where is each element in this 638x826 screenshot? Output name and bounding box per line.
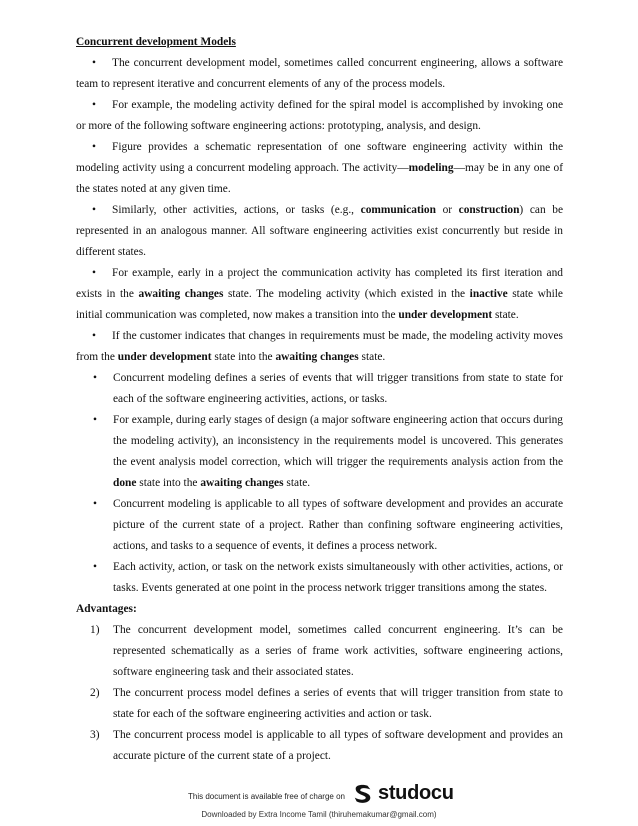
bold-term: awaiting changes — [275, 351, 359, 363]
text-run: state. — [283, 477, 311, 489]
bold-term: awaiting changes — [138, 288, 224, 300]
advantage-text: The concurrent process model is applicable to all types of software development and provides an accurate picture of the current state of a project. — [113, 729, 563, 762]
text-run: Similarly, other activities, actions, or tasks (e.g., — [112, 204, 361, 216]
bullet-icon: • — [92, 57, 96, 69]
text-run: For example, during early stages of design (a major software engineering action that occurs during the modeling activity), an inconsistency in the requirements model is uncovered. This generates the event analysis model correction, which will trigger the requirements analysis action from the — [113, 414, 563, 468]
text-run: state. The modeling activity (which existed in the — [223, 288, 470, 300]
studocu-logo-icon — [352, 783, 374, 805]
text-run: The concurrent development model, sometimes called concurrent engineering, allows a software team to represent iterative and concurrent elements of any of the process models. — [76, 57, 563, 90]
list-item — [76, 494, 563, 557]
list-item — [76, 368, 563, 410]
text-run: state into the — [211, 351, 276, 363]
bullet-paragraph — [76, 326, 563, 368]
document-body — [76, 32, 563, 767]
bold-term: under development — [398, 309, 493, 321]
bold-term: awaiting changes — [200, 477, 284, 489]
download-note: Downloaded by Extra Income Tamil (thiruhemakumar@gmail.com) — [201, 810, 437, 819]
bullet-paragraph — [76, 53, 563, 95]
text-run: If the customer indicates that changes in requirements must be made, the modeling activity moves from the — [76, 330, 563, 363]
bold-term: modeling — [408, 162, 454, 174]
bold-term: under development — [117, 351, 212, 363]
advantage-text: The concurrent development model, sometimes called concurrent engineering. It’s can be represented schematically as a series of frame work activities, software engineering actions, software engineering task and their associated states. — [113, 624, 563, 678]
bullet-icon: • — [93, 372, 97, 384]
page-footer — [0, 778, 638, 826]
bullet-paragraph — [76, 95, 563, 137]
item-number: 1) — [90, 624, 100, 636]
text-run: or — [435, 204, 459, 216]
bullet-paragraph — [76, 137, 563, 200]
item-number: 2) — [90, 687, 100, 699]
intro-paragraphs — [76, 53, 563, 368]
bullet-icon: • — [92, 99, 96, 111]
advantage-item — [76, 620, 563, 683]
bullet-icon: • — [93, 561, 97, 573]
brand-name: studocu — [378, 782, 454, 804]
section-title: Concurrent development Models — [76, 36, 236, 48]
bold-term: inactive — [469, 288, 508, 300]
studocu-logo[interactable] — [352, 782, 454, 805]
text-run: state while initial communication was completed, now makes a transition into the — [76, 288, 563, 321]
bullet-icon: • — [92, 204, 96, 216]
bullet-paragraph — [76, 263, 563, 326]
text-run: state into the — [136, 477, 201, 489]
text-run: For example, the modeling activity defined for the spiral model is accomplished by invoking one or more of the following software engineering actions: prototyping, analysis, and design. — [76, 99, 563, 132]
advantage-text: The concurrent process model defines a series of events that will trigger transition from state to state for each of the software engineering activities and action or task. — [113, 687, 563, 720]
advantages-list — [76, 620, 563, 767]
bullet-icon: • — [92, 267, 96, 279]
advantage-item — [76, 725, 563, 767]
bold-term: done — [113, 477, 137, 489]
bullet-icon: • — [93, 414, 97, 426]
text-run: Each activity, action, or task on the network exists simultaneously with other activities, actions, or tasks. Events generated at one point in the process network trigger transitions among the states. — [113, 561, 563, 594]
list-item — [76, 410, 563, 494]
bullet-list — [76, 368, 563, 599]
item-number: 3) — [90, 729, 100, 741]
bullet-paragraph — [76, 200, 563, 263]
text-run: state. — [492, 309, 519, 321]
text-run: Concurrent modeling defines a series of events that will trigger transitions from state to state for each of the software engineering activities, actions, or tasks. — [113, 372, 563, 405]
bullet-icon: • — [92, 141, 96, 153]
bold-term: communication — [360, 204, 436, 216]
bullet-icon: • — [92, 330, 96, 342]
text-run: Concurrent modeling is applicable to all types of software development and provides an accurate picture of the current state of a project. Rather than confining software engineering activities, actions, and tasks to a sequence of events, it defines a process network. — [113, 498, 563, 552]
text-run: —may be in any one of the states noted at any given time. — [76, 162, 564, 195]
bullet-icon: • — [93, 498, 97, 510]
bold-term: construction — [458, 204, 520, 216]
list-item — [76, 557, 563, 599]
advantage-item — [76, 683, 563, 725]
text-run: Figure provides a schematic representation of one software engineering activity within the modeling activity using a concurrent modeling approach. The activity— — [76, 141, 563, 174]
text-run: state. — [358, 351, 386, 363]
advantages-heading: Advantages: — [76, 603, 137, 615]
text-run: For example, early in a project the communication activity has completed its first iteration and exists in the — [76, 267, 563, 300]
text-run: ) can be represented in an analogous manner. All software engineering activities exist concurrently but reside in different states. — [76, 204, 563, 258]
availability-note: This document is available free of charge on — [188, 792, 345, 801]
